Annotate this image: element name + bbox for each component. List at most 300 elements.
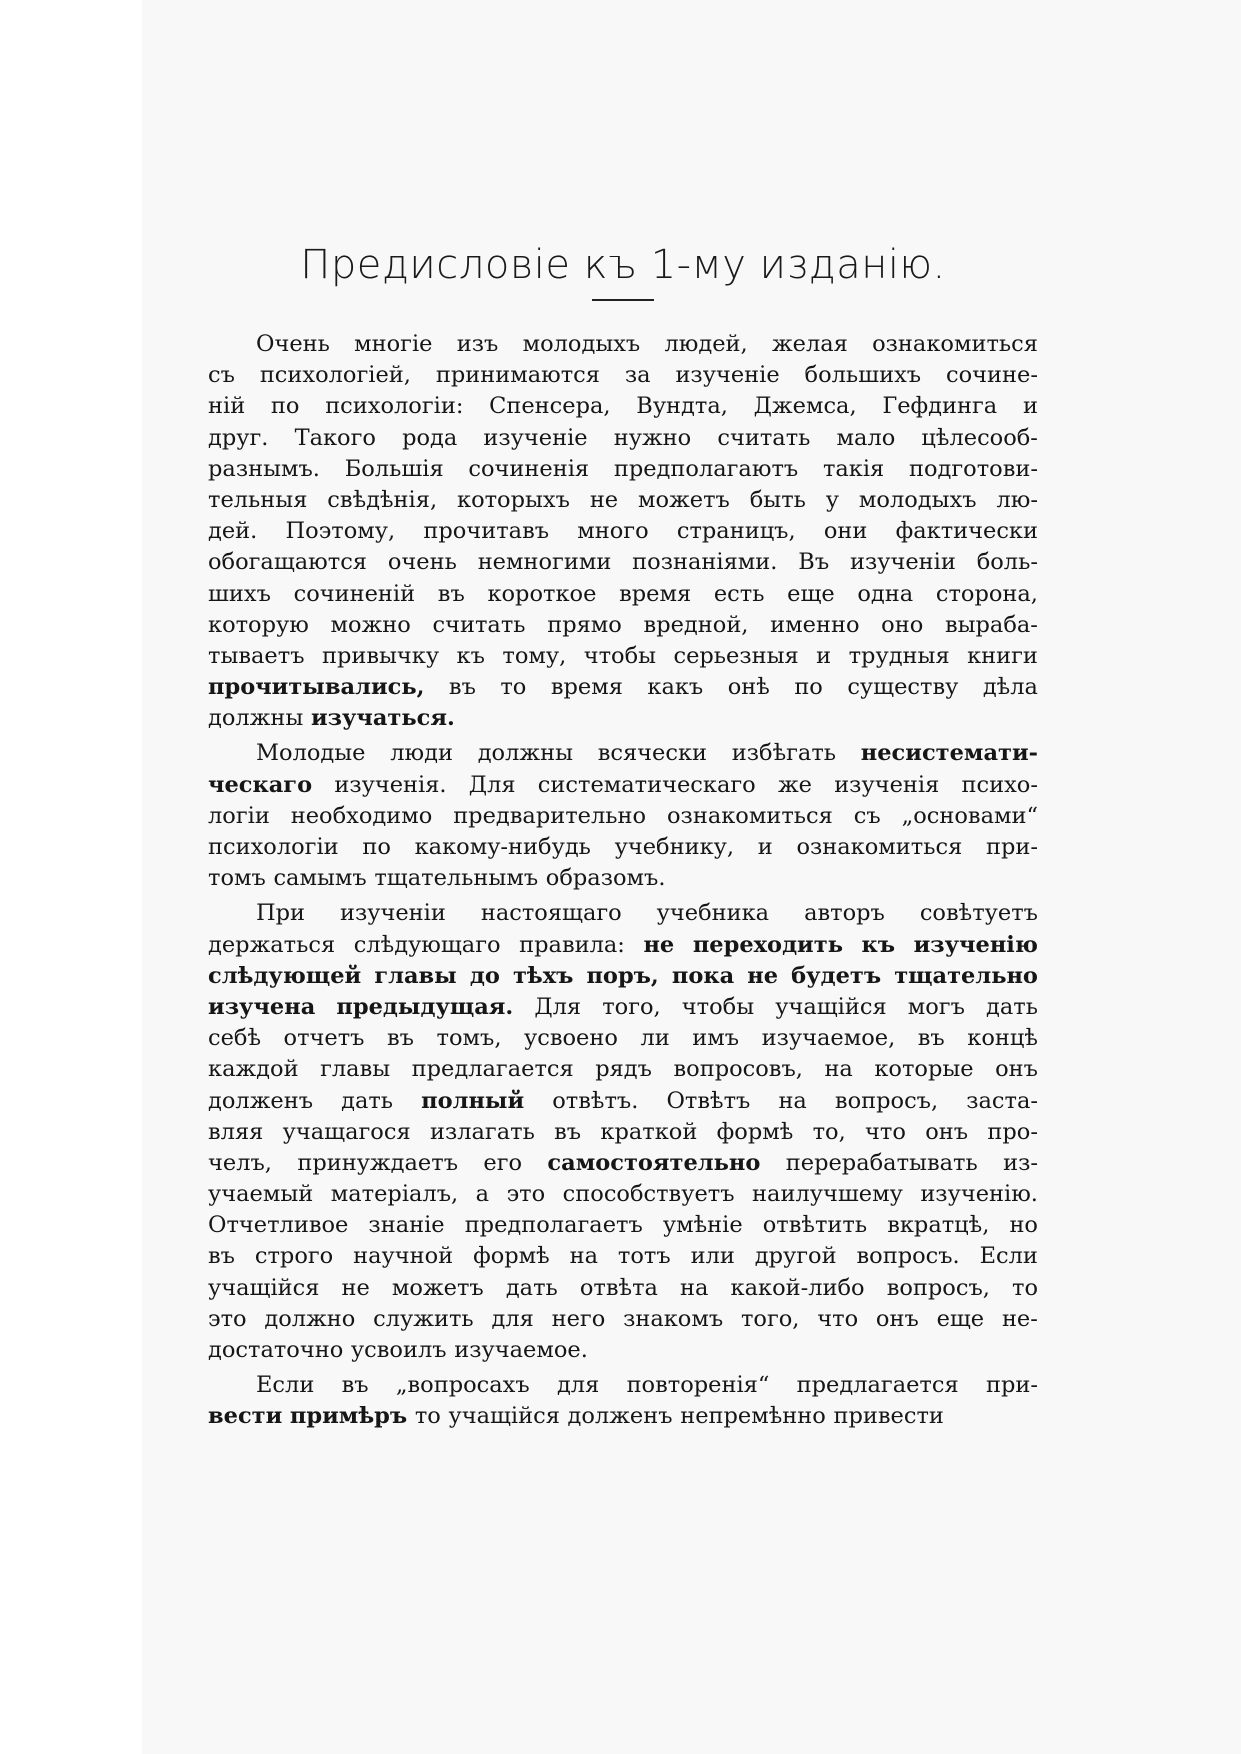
word: предлагается xyxy=(411,1056,574,1083)
word: очень xyxy=(387,549,457,576)
word: именно xyxy=(770,611,860,638)
text-line xyxy=(208,1117,1038,1148)
word: которую xyxy=(208,611,309,638)
paragraph xyxy=(208,1370,1038,1432)
word: сторона, xyxy=(935,580,1038,607)
word: при- xyxy=(985,1372,1038,1399)
word: наилучшему xyxy=(752,1181,903,1208)
word: психо- xyxy=(961,771,1038,798)
word: существу xyxy=(847,674,959,701)
word: ознакомиться xyxy=(796,834,963,860)
word: большихъ xyxy=(804,362,922,389)
word: изъ xyxy=(456,331,499,357)
word: имъ xyxy=(692,1025,740,1052)
word: такія xyxy=(822,455,885,482)
word: въ xyxy=(387,1025,414,1052)
word: для xyxy=(491,1305,534,1332)
word: нужно xyxy=(613,424,692,451)
word: въ xyxy=(448,674,476,701)
word: образомъ. xyxy=(545,865,666,892)
word: При xyxy=(256,900,306,927)
word: рода xyxy=(402,424,458,451)
text-line xyxy=(208,738,1038,769)
bold-word: ческаго xyxy=(208,771,313,798)
word: по xyxy=(270,393,300,420)
word: про- xyxy=(987,1118,1038,1145)
word: книги xyxy=(967,642,1038,669)
word: тотъ xyxy=(617,1243,671,1270)
page-title: Предисловіе къ 1-му изданію. xyxy=(300,242,946,288)
word: Вундта, xyxy=(636,393,728,420)
word: онъ xyxy=(875,1305,919,1332)
bold-word: полный xyxy=(421,1087,525,1114)
word: слѣдующаго xyxy=(353,931,501,958)
text-line xyxy=(208,423,1038,454)
word: сочиненій xyxy=(293,580,416,607)
text-line xyxy=(208,485,1038,516)
text-line xyxy=(208,1401,1038,1432)
text-line xyxy=(208,703,1038,734)
text-line xyxy=(208,610,1038,641)
text-line xyxy=(208,1241,1038,1272)
word: усвоилъ xyxy=(350,1337,447,1363)
word: дей. xyxy=(208,518,258,545)
word: молодыхъ xyxy=(858,486,977,513)
word: учаемый xyxy=(208,1181,314,1208)
word: того, xyxy=(602,993,661,1020)
word: вопросъ, xyxy=(886,1274,990,1301)
word: краткой xyxy=(600,1118,698,1145)
bold-word: вести xyxy=(208,1403,283,1430)
word: Поэтому, xyxy=(285,518,396,545)
word: трудныя xyxy=(848,642,950,669)
bold-word: несистемати- xyxy=(860,740,1038,767)
paragraph xyxy=(208,898,1038,1366)
word: должны xyxy=(477,740,573,767)
word: отвѣтъ. xyxy=(552,1087,639,1114)
word: тщательнымъ xyxy=(374,865,539,892)
word: на xyxy=(569,1243,599,1270)
word: немногими xyxy=(477,549,612,576)
word: можно xyxy=(330,611,411,638)
text-line xyxy=(208,1370,1038,1401)
word: и xyxy=(816,642,832,669)
word: учащійся xyxy=(208,1274,320,1301)
word: считать xyxy=(717,424,811,451)
word: къ xyxy=(456,642,485,669)
word: предварительно xyxy=(453,802,647,829)
word: правила: xyxy=(519,931,625,958)
word: тому, xyxy=(502,642,567,669)
word: въ xyxy=(437,580,465,607)
word: которыхъ xyxy=(457,486,570,513)
word: но xyxy=(1009,1212,1038,1239)
word: его xyxy=(483,1149,523,1176)
word: что xyxy=(817,1305,859,1332)
word: на xyxy=(778,1087,807,1114)
word: строго xyxy=(254,1243,334,1270)
title-rule xyxy=(592,299,654,301)
word: Отвѣтъ xyxy=(666,1087,751,1114)
text-line xyxy=(208,329,1038,360)
word: рядъ xyxy=(595,1056,652,1083)
text-line xyxy=(208,863,1038,894)
word: формѣ xyxy=(473,1243,550,1270)
word: долженъ xyxy=(567,1403,673,1430)
word: из- xyxy=(1003,1149,1038,1176)
word: учащійся xyxy=(448,1403,560,1430)
word: ли xyxy=(640,1025,670,1052)
bold-word: поръ, xyxy=(586,962,659,989)
word: то xyxy=(414,1403,441,1430)
text-line xyxy=(208,1148,1038,1179)
word: психологіей, xyxy=(259,362,411,389)
text-line xyxy=(208,1210,1038,1241)
word: Такого xyxy=(294,424,376,451)
text-line xyxy=(208,1273,1038,1304)
word: „основами“ xyxy=(901,802,1038,829)
word: каждой xyxy=(208,1056,299,1083)
word: какому-нибудь xyxy=(414,834,591,860)
word: логіи xyxy=(208,802,270,829)
word: самымъ xyxy=(273,865,367,892)
word: дать xyxy=(986,993,1038,1020)
word: еще xyxy=(936,1305,985,1332)
word: можетъ xyxy=(391,1274,484,1301)
word: онъ xyxy=(995,1056,1038,1083)
word: страницъ, xyxy=(676,518,796,545)
text-line xyxy=(208,898,1038,929)
word: съ xyxy=(853,802,881,829)
bold-word: будетъ xyxy=(791,962,882,989)
bold-word: переходить xyxy=(692,931,843,958)
word: то, xyxy=(812,1118,846,1145)
bold-word: изучаться. xyxy=(310,705,455,732)
word: чтобы xyxy=(583,642,657,669)
word: съ xyxy=(208,362,235,389)
word: заста- xyxy=(966,1087,1038,1114)
word: онъ xyxy=(925,1118,969,1145)
word: Молодые xyxy=(256,740,366,767)
word: долженъ xyxy=(208,1087,314,1114)
word: привычку xyxy=(321,642,440,669)
word: Въ xyxy=(798,549,830,576)
word: сочиненія xyxy=(468,455,590,482)
word: серьезныя xyxy=(673,642,799,669)
word: то xyxy=(500,674,527,701)
word: боль- xyxy=(976,549,1038,576)
word: при- xyxy=(985,834,1038,860)
word: не xyxy=(589,486,619,513)
word: него xyxy=(551,1305,606,1332)
word: по xyxy=(362,834,391,860)
word: настоящаго xyxy=(480,900,622,927)
text-line xyxy=(208,1086,1038,1117)
word: предполагаютъ xyxy=(613,455,799,482)
word: повторенія“ xyxy=(626,1372,770,1399)
word: изученіи xyxy=(339,900,446,927)
word: Джемса, xyxy=(753,393,857,420)
word: дѣла xyxy=(982,674,1038,701)
word: усвоено xyxy=(524,1025,618,1052)
preface-text xyxy=(208,329,1038,1433)
word: вопросовъ, xyxy=(673,1056,803,1083)
word: отвѣтить xyxy=(762,1212,868,1239)
bold-word: изучена xyxy=(208,993,316,1020)
word: для xyxy=(556,1372,600,1399)
text-line xyxy=(208,801,1038,832)
word: изученіе xyxy=(483,424,588,451)
word: выраба- xyxy=(944,611,1038,638)
word: у xyxy=(825,486,840,513)
bold-word: не xyxy=(643,931,675,958)
word: вопросъ, xyxy=(834,1087,939,1114)
word: принимаются xyxy=(435,362,600,389)
word: многіе xyxy=(354,331,433,357)
word: учебнику, xyxy=(614,834,735,860)
word: въ xyxy=(917,1025,945,1052)
word: отвѣта xyxy=(579,1274,658,1301)
word: короткое xyxy=(487,580,597,607)
word: люди xyxy=(390,740,453,767)
word: достаточно xyxy=(208,1337,344,1363)
text-line xyxy=(208,547,1038,578)
word: и xyxy=(1022,393,1038,420)
word: предполагаетъ xyxy=(464,1212,643,1239)
word: изученіе xyxy=(675,362,780,389)
word: себѣ xyxy=(208,1025,262,1052)
word: держаться xyxy=(208,931,336,958)
word: время xyxy=(550,674,623,701)
word: же xyxy=(777,771,812,798)
text-line xyxy=(208,454,1038,485)
word: шихъ xyxy=(208,580,271,607)
word: сочине- xyxy=(946,362,1038,389)
word: изучаемое. xyxy=(454,1337,588,1363)
word: въ xyxy=(554,1118,582,1145)
word: изученіи xyxy=(849,549,956,576)
word: свѣдѣнія, xyxy=(327,486,438,513)
word: знакомъ xyxy=(623,1305,724,1332)
word: или xyxy=(690,1243,735,1270)
paragraph xyxy=(208,738,1038,894)
word: Гефдинга xyxy=(882,393,998,420)
word: Большія xyxy=(344,455,444,482)
word: должны xyxy=(208,705,304,732)
word: научной xyxy=(353,1243,454,1270)
word: „вопросахъ xyxy=(395,1372,530,1399)
text-line xyxy=(208,1304,1038,1335)
text-line xyxy=(208,992,1038,1023)
word: изученію. xyxy=(920,1181,1038,1208)
word: привести xyxy=(833,1403,944,1430)
word: они xyxy=(823,518,868,545)
word: челъ, xyxy=(208,1149,272,1176)
word: вредной, xyxy=(643,611,749,638)
word: перерабатывать xyxy=(785,1149,978,1176)
text-line xyxy=(208,1054,1038,1085)
word: какъ xyxy=(647,674,704,701)
word: психологіи: xyxy=(325,393,464,420)
word: это xyxy=(208,1305,247,1332)
word: могъ xyxy=(907,993,965,1020)
word: Спенсера, xyxy=(489,393,611,420)
text-line xyxy=(208,770,1038,801)
word: на xyxy=(680,1274,709,1301)
word: прямо xyxy=(547,611,622,638)
word: учащійся xyxy=(775,993,887,1020)
word: это xyxy=(506,1181,546,1208)
word: служить xyxy=(373,1305,474,1332)
word: друг. xyxy=(208,424,269,451)
word: матеріалъ, xyxy=(330,1181,459,1208)
bold-word: предыдущая. xyxy=(336,993,514,1020)
text-line xyxy=(208,1023,1038,1054)
word: лю- xyxy=(996,486,1038,513)
word: дать xyxy=(505,1274,558,1301)
word: въ xyxy=(208,1243,235,1270)
word: ознакомиться xyxy=(872,331,1038,357)
word: способствуетъ xyxy=(562,1181,735,1208)
bold-word: не xyxy=(747,962,779,989)
word: прочитавъ xyxy=(423,518,550,545)
word: за xyxy=(624,362,651,389)
word: чтобы xyxy=(681,993,755,1020)
text-line xyxy=(208,961,1038,992)
word: предлагается xyxy=(796,1372,959,1399)
word: то xyxy=(1012,1274,1038,1301)
text-line xyxy=(208,672,1038,703)
word: вкратцѣ, xyxy=(887,1212,990,1239)
word: знаніе xyxy=(368,1212,445,1239)
word: ознакомиться xyxy=(667,802,833,829)
bold-word: главы xyxy=(374,962,457,989)
word: молодыхъ xyxy=(522,331,641,357)
word: быть xyxy=(749,486,806,513)
word: Очень xyxy=(256,331,330,357)
word: людей, xyxy=(664,331,748,357)
word: того, xyxy=(740,1305,800,1332)
word: подготови- xyxy=(909,455,1038,482)
bold-word: къ xyxy=(861,931,896,958)
word: одна xyxy=(857,580,914,607)
paragraph xyxy=(208,329,1038,734)
text-line xyxy=(208,930,1038,961)
word: на xyxy=(824,1056,853,1083)
word: совѣтуетъ xyxy=(919,900,1038,927)
word: ній xyxy=(208,393,246,420)
word: томъ xyxy=(208,865,266,892)
word: обогащаются xyxy=(208,549,368,576)
text-line xyxy=(208,832,1038,863)
bold-word: слѣдующей xyxy=(208,962,362,989)
word: необходимо xyxy=(290,802,433,829)
word: томъ, xyxy=(436,1025,502,1052)
word: формѣ xyxy=(716,1118,794,1145)
word: вляя xyxy=(208,1118,264,1145)
word: не xyxy=(341,1274,370,1301)
word: психологіи xyxy=(208,834,339,860)
word: другой xyxy=(754,1243,837,1270)
word: а xyxy=(475,1181,490,1208)
word: познаніями. xyxy=(632,549,778,576)
word: систематическаго xyxy=(537,771,756,798)
word: Для xyxy=(534,993,582,1020)
word: непремѣнно xyxy=(680,1403,826,1430)
word: должно xyxy=(264,1305,356,1332)
bold-word: прочитывались, xyxy=(208,674,425,701)
word: отчетъ xyxy=(283,1025,365,1052)
word: изученія xyxy=(834,771,940,798)
bold-word: тѣхъ xyxy=(512,962,574,989)
bold-word: тщательно xyxy=(894,962,1038,989)
word: которые xyxy=(874,1056,974,1083)
word: фактически xyxy=(895,518,1038,545)
text-line xyxy=(208,1335,1038,1366)
word: авторъ xyxy=(804,900,885,927)
word: Если xyxy=(256,1372,315,1399)
word: всячески xyxy=(597,740,708,767)
word: Отчетливое xyxy=(208,1212,349,1239)
bold-word: примѣръ xyxy=(289,1403,408,1430)
word: есть xyxy=(713,580,765,607)
bold-word: пока xyxy=(671,962,735,989)
bold-word: изученію xyxy=(913,931,1038,958)
word: желая xyxy=(771,331,848,357)
word: тываетъ xyxy=(208,642,305,669)
word: дать xyxy=(341,1087,394,1114)
text-line xyxy=(208,516,1038,547)
word: излагать xyxy=(429,1118,535,1145)
word: учебника xyxy=(656,900,770,927)
word: и xyxy=(757,834,773,860)
word: что xyxy=(865,1118,906,1145)
word: Для xyxy=(468,771,516,798)
word: умѣніе xyxy=(662,1212,743,1239)
word: избѣгать xyxy=(731,740,837,767)
word: тельныя xyxy=(208,486,308,513)
word: изученія. xyxy=(334,771,447,798)
word: въ xyxy=(341,1372,369,1399)
word: Если xyxy=(979,1243,1038,1270)
word: какой-либо xyxy=(730,1274,865,1301)
word: можетъ xyxy=(638,486,730,513)
word: время xyxy=(619,580,692,607)
word: онѣ xyxy=(727,674,770,701)
text-line xyxy=(208,579,1038,610)
word: разнымъ. xyxy=(208,455,320,482)
word: концѣ xyxy=(967,1025,1038,1052)
word: оно xyxy=(881,611,924,638)
text-line xyxy=(208,360,1038,391)
text-line xyxy=(208,641,1038,672)
bold-word: до xyxy=(469,962,500,989)
word: вопросъ. xyxy=(856,1243,960,1270)
word: главы xyxy=(320,1056,391,1083)
word: учащагося xyxy=(282,1118,411,1145)
text-line xyxy=(208,391,1038,422)
word: принуждаетъ xyxy=(297,1149,459,1176)
word: считать xyxy=(432,611,526,638)
bold-word: самостоятельно xyxy=(547,1149,761,1176)
word: еще xyxy=(787,580,835,607)
word: не- xyxy=(1001,1305,1038,1332)
word: изучаемое, xyxy=(761,1025,896,1052)
word: много xyxy=(577,518,649,545)
book-page xyxy=(208,240,1038,1433)
word: мало xyxy=(836,424,896,451)
word: по xyxy=(794,674,823,701)
